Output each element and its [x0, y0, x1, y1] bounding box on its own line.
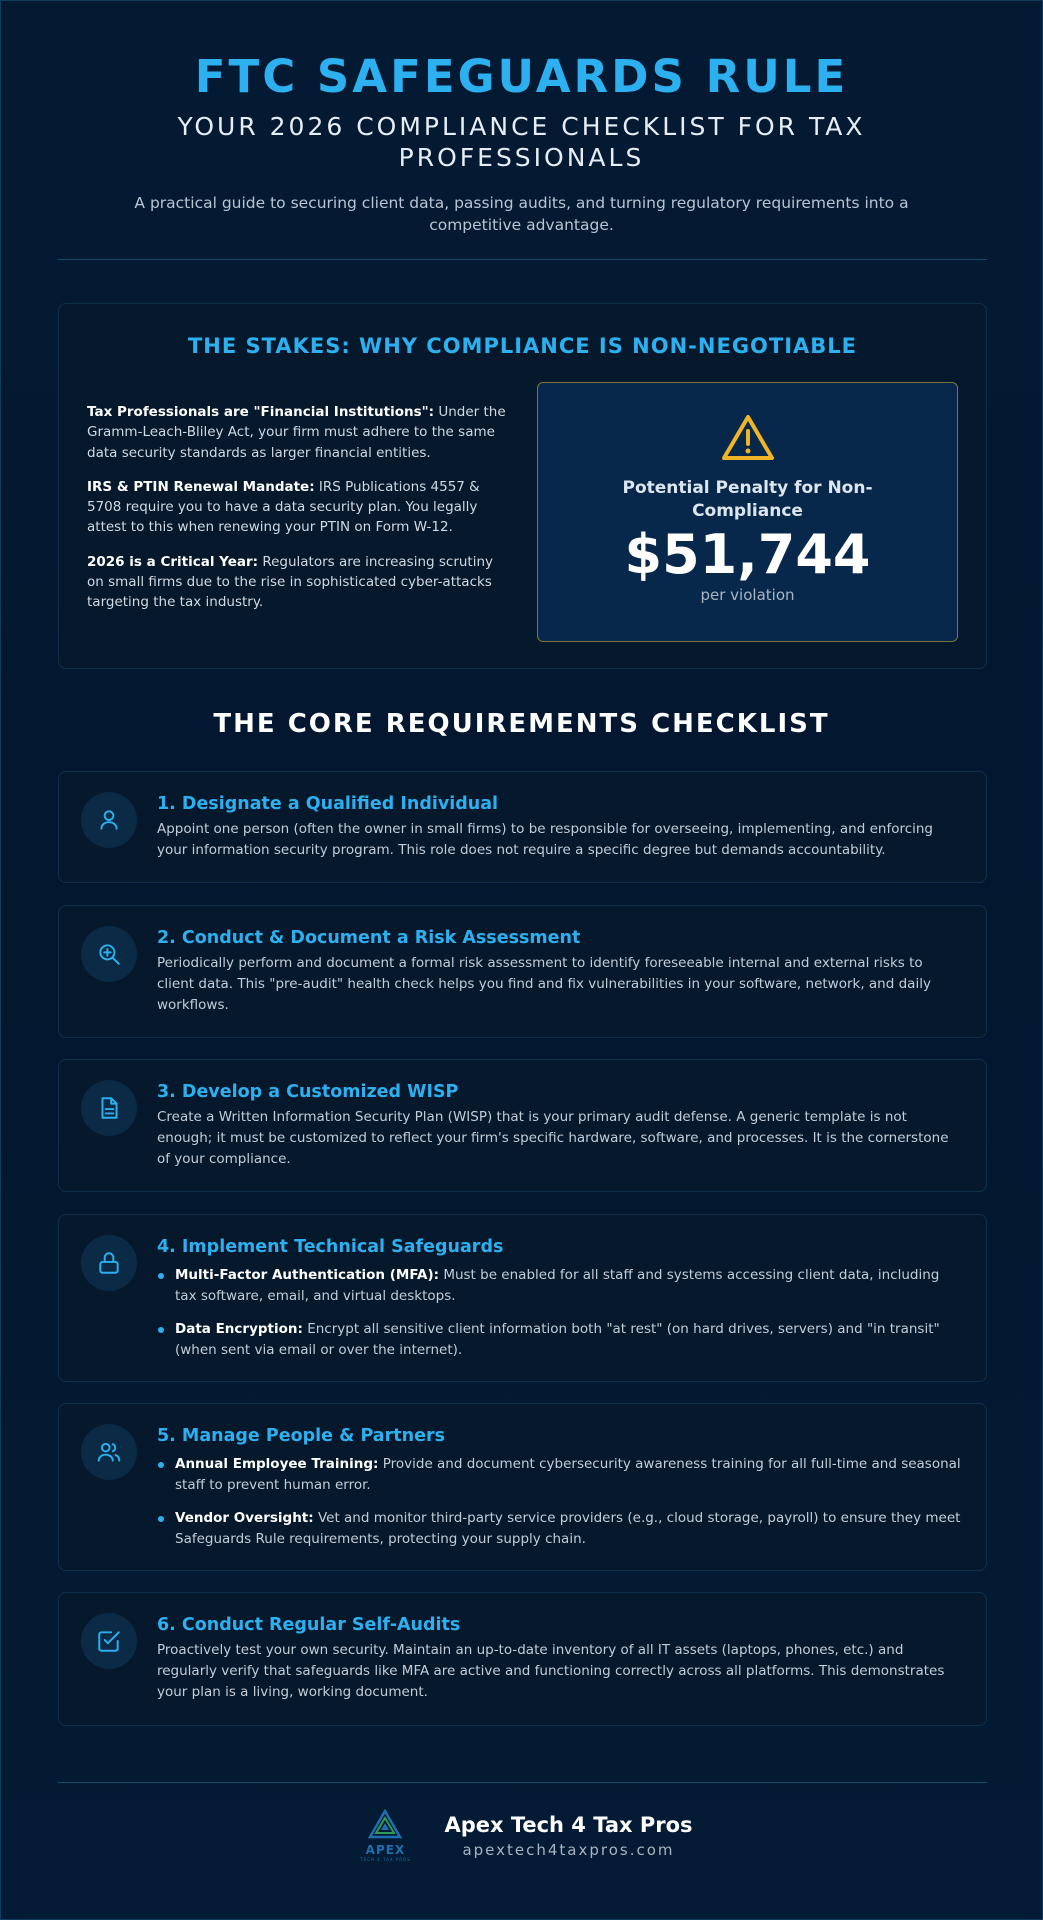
checklist-item-title: 3. Develop a Customized WISP [157, 1082, 459, 1102]
bullet-heading: Data Encryption: [175, 1320, 303, 1337]
bullet-heading: Vendor Oversight: [175, 1509, 314, 1526]
brand-name: Apex Tech 4 Tax Pros [444, 1812, 693, 1837]
penalty-amount: $51,744 [624, 522, 871, 586]
penalty-unit: per violation [700, 586, 795, 605]
checklist-item-bullets [157, 1454, 962, 1550]
checklist-item [58, 1592, 987, 1726]
stakes-point [87, 477, 507, 538]
logo-wordmark: APEX [365, 1843, 406, 1857]
bullet-heading: Annual Employee Training: [175, 1456, 379, 1472]
stakes-point-heading: IRS & PTIN Renewal Mandate: [87, 478, 315, 495]
checklist-item [58, 905, 987, 1038]
checklist-item-title: 1. Designate a Qualified Individual [157, 794, 499, 814]
users-icon [81, 1424, 137, 1480]
bullet-text: Vet and monitor third-party service providers (e.g., cloud storage, payroll) to ensure they meet Safeguards Rule requirements, protecting your supply chain. [175, 1509, 961, 1547]
stakes-point [87, 552, 507, 613]
penalty-label: Potential Penalty for Non-Compliance [622, 478, 873, 521]
stakes-point [87, 402, 507, 463]
penalty-box [537, 382, 958, 642]
checklist-item-text: Periodically perform and document a formal risk assessment to identify foreseeable internal and external risks to client data. This "pre-audit" health check helps you find and fix vulnerabilities in your software, network, and daily workflows. [157, 955, 931, 1013]
checklist-item-title: 2. Conduct & Document a Risk Assessment [157, 928, 581, 948]
checklist-item [58, 771, 987, 883]
stakes-point-text: Under the Gramm-Leach-Bliley Act, your firm must adhere to the same data security standards as larger financial entities. [87, 404, 506, 461]
document-icon [81, 1080, 137, 1136]
checklist-item [58, 1214, 987, 1382]
user-icon [81, 792, 137, 848]
checklist-item-title: 4. Implement Technical Safeguards [157, 1237, 504, 1257]
footer-divider [58, 1782, 987, 1783]
stakes-title: THE STAKES: WHY COMPLIANCE IS NON-NEGOTIABLE [187, 334, 858, 358]
warning-triangle-icon [538, 413, 957, 465]
bullet-text: Provide and document cybersecurity awareness training for all full-time and seasonal staff to prevent human error. [175, 1456, 961, 1493]
apex-logo [350, 1809, 420, 1862]
header-divider [58, 259, 987, 260]
stakes-panel [58, 303, 987, 669]
apex-triangle-icon [368, 1809, 402, 1839]
bullet-item [157, 1319, 962, 1361]
bullet-item [157, 1454, 962, 1496]
header [1, 1, 1042, 237]
bullet-heading: Multi-Factor Authentication (MFA): [175, 1267, 440, 1283]
stakes-point-heading: 2026 is a Critical Year: [87, 553, 259, 570]
stakes-points [87, 402, 507, 626]
page-title: FTC SAFEGUARDS RULE [194, 50, 849, 103]
bullet-text: Encrypt all sensitive client information both "at rest" (on hard drives, servers) and "in transit" (when sent via email or over the internet). [175, 1320, 940, 1358]
bullet-item [157, 1508, 962, 1550]
bullet-text: Must be enabled for all staff and systems accessing client data, including tax software, email, and virtual desktops. [175, 1267, 940, 1304]
stakes-point-text: IRS Publications 4557 & 5708 require you to have a data security plan. You legally attest to this when renewing your PTIN on Form W-12. [87, 478, 480, 536]
footer [1, 1809, 1042, 1862]
search-plus-icon [81, 926, 137, 982]
checklist-item-title: 5. Manage People & Partners [157, 1426, 445, 1446]
brand-url: apextech4taxpros.com [462, 1840, 675, 1859]
stakes-point-text: Regulators are increasing scrutiny on small firms due to the rise in sophisticated cyber-attacks targeting the tax industry. [87, 553, 494, 610]
lock-icon [81, 1235, 137, 1291]
intro-text: A practical guide to securing client data, passing audits, and turning regulatory requirements into a competitive advantage. [134, 194, 909, 234]
brand-block [444, 1813, 692, 1859]
checklist-item [58, 1403, 987, 1571]
checklist-item-text: Create a Written Information Security Plan (WISP) that is your primary audit defense. A generic template is not enough; it must be customized to reflect your firm's specific hardware, software, and processes. It is the cornerstone of your compliance. [157, 1109, 949, 1167]
stakes-point-heading: Tax Professionals are "Financial Institutions": [87, 404, 435, 420]
checklist-item-text: Appoint one person (often the owner in small firms) to be responsible for overseeing, implementing, and enforcing your information security program. This role does not require a specific degree but demands accountability. [157, 821, 934, 858]
checklist-title: THE CORE REQUIREMENTS CHECKLIST [213, 709, 830, 739]
checkbox-icon [81, 1613, 137, 1669]
bullet-item [157, 1265, 962, 1307]
checklist-item [58, 1059, 987, 1192]
checklist-item-text: Proactively test your own security. Maintain an up-to-date inventory of all IT assets (laptops, phones, etc.) and regularly verify that safeguards like MFA are active and functioning correctly across all platforms. This demonstrates your plan is a living, working document. [157, 1642, 945, 1700]
checklist-item-bullets [157, 1265, 962, 1361]
logo-subtext: TECH 4 TAX PROS [360, 1857, 411, 1862]
checklist-item-title: 6. Conduct Regular Self-Audits [157, 1615, 461, 1635]
page-subtitle: YOUR 2026 COMPLIANCE CHECKLIST FOR TAX PROFESSIONALS [177, 111, 866, 172]
